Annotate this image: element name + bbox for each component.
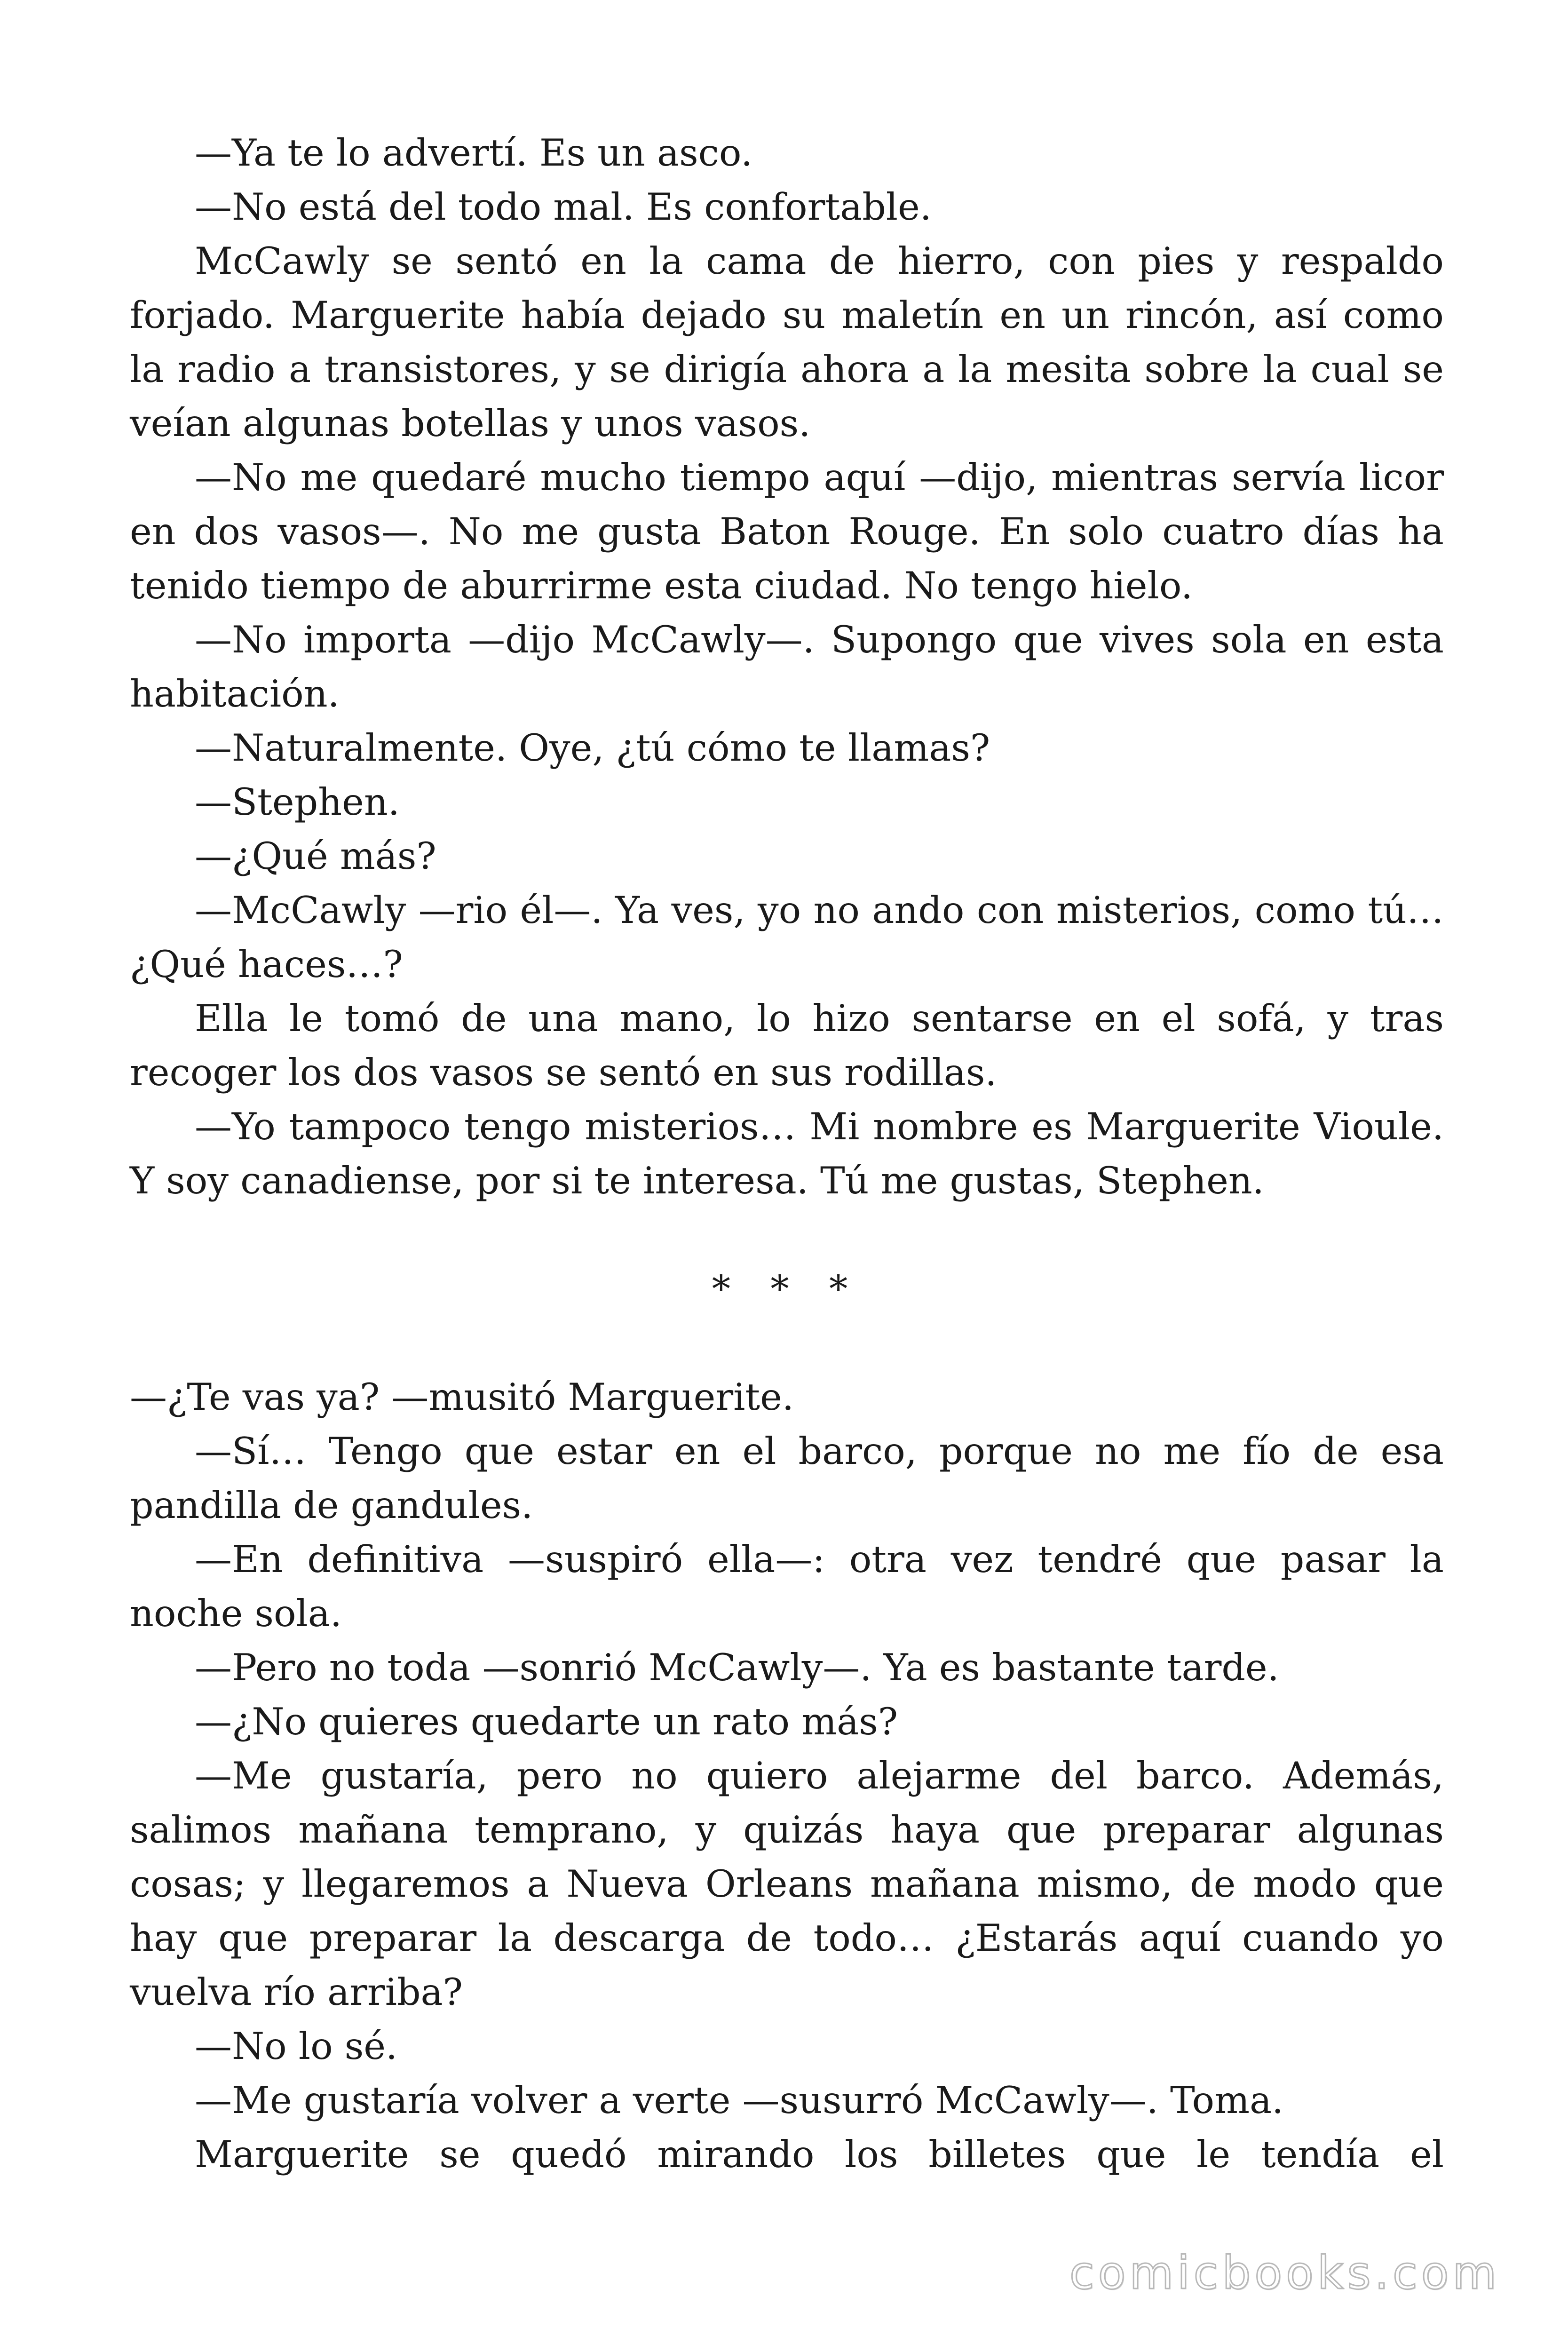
paragraph: —En definitiva —suspiró ella—: otra vez tendré que pasar la noche sola. xyxy=(130,1538,1444,1635)
paragraph: Marguerite se quedó mirando los billetes que le tendía el xyxy=(195,2133,1444,2176)
paragraph: —No me quedaré mucho tiempo aquí —dijo, mientras servía licor en dos vasos—. No me gusta Baton Rouge. En solo cuatro días ha tenido tiempo de aburrirme esta ciudad. No tengo hielo. xyxy=(130,456,1444,607)
paragraph: —Ya te lo advertí. Es un asco. xyxy=(195,131,753,175)
paragraph: —No está del todo mal. Es confortable. xyxy=(195,185,932,229)
paragraph: —Pero no toda —sonrió McCawly—. Ya es bastante tarde. xyxy=(195,1646,1279,1689)
scene-break-separator: * * * xyxy=(712,1267,862,1311)
paragraph: —McCawly —rio él—. Ya ves, yo no ando con misterios, como tú… ¿Qué haces…? xyxy=(130,889,1444,986)
paragraph: McCawly se sentó en la cama de hierro, con pies y respaldo forjado. Marguerite había dejado su maletín en un rincón, así como la radio a transistores, y se dirigía ahora a la mesita sobre la cual se veían algunas botellas y unos vasos. xyxy=(130,239,1444,445)
paragraph: Ella le tomó de una mano, lo hizo sentarse en el sofá, y tras recoger los dos vasos se sentó en sus rodillas. xyxy=(130,997,1444,1094)
paragraph: —¿Te vas ya? —musitó Marguerite. xyxy=(130,1375,794,1419)
paragraph: —Me gustaría volver a verte —susurró McCawly—. Toma. xyxy=(195,2079,1284,2122)
paragraph: —Stephen. xyxy=(195,780,400,824)
book-page-text xyxy=(130,126,1444,2182)
paragraph: —No importa —dijo McCawly—. Supongo que vives sola en esta habitación. xyxy=(130,618,1444,715)
paragraph: —Me gustaría, pero no quiero alejarme del barco. Además, salimos mañana temprano, y quizás haya que preparar algunas cosas; y llegaremos a Nueva Orleans mañana mismo, de modo que hay que preparar la descarga de todo… ¿Estarás aquí cuando yo vuelva río arriba? xyxy=(130,1754,1444,2014)
paragraph: —No lo sé. xyxy=(195,2025,398,2068)
watermark-text: comicbooks.com xyxy=(1069,2247,1500,2299)
paragraph: —Yo tampoco tengo misterios… Mi nombre es Marguerite Vioule. Y soy canadiense, por si te interesa. Tú me gustas, Stephen. xyxy=(130,1105,1444,1202)
paragraph: —¿No quieres quedarte un rato más? xyxy=(195,1700,898,1743)
paragraph: —Naturalmente. Oye, ¿tú cómo te llamas? xyxy=(195,726,990,770)
paragraph: —¿Qué más? xyxy=(195,834,436,878)
paragraph: —Sí… Tengo que estar en el barco, porque no me fío de esa pandilla de gandules. xyxy=(130,1430,1444,1527)
